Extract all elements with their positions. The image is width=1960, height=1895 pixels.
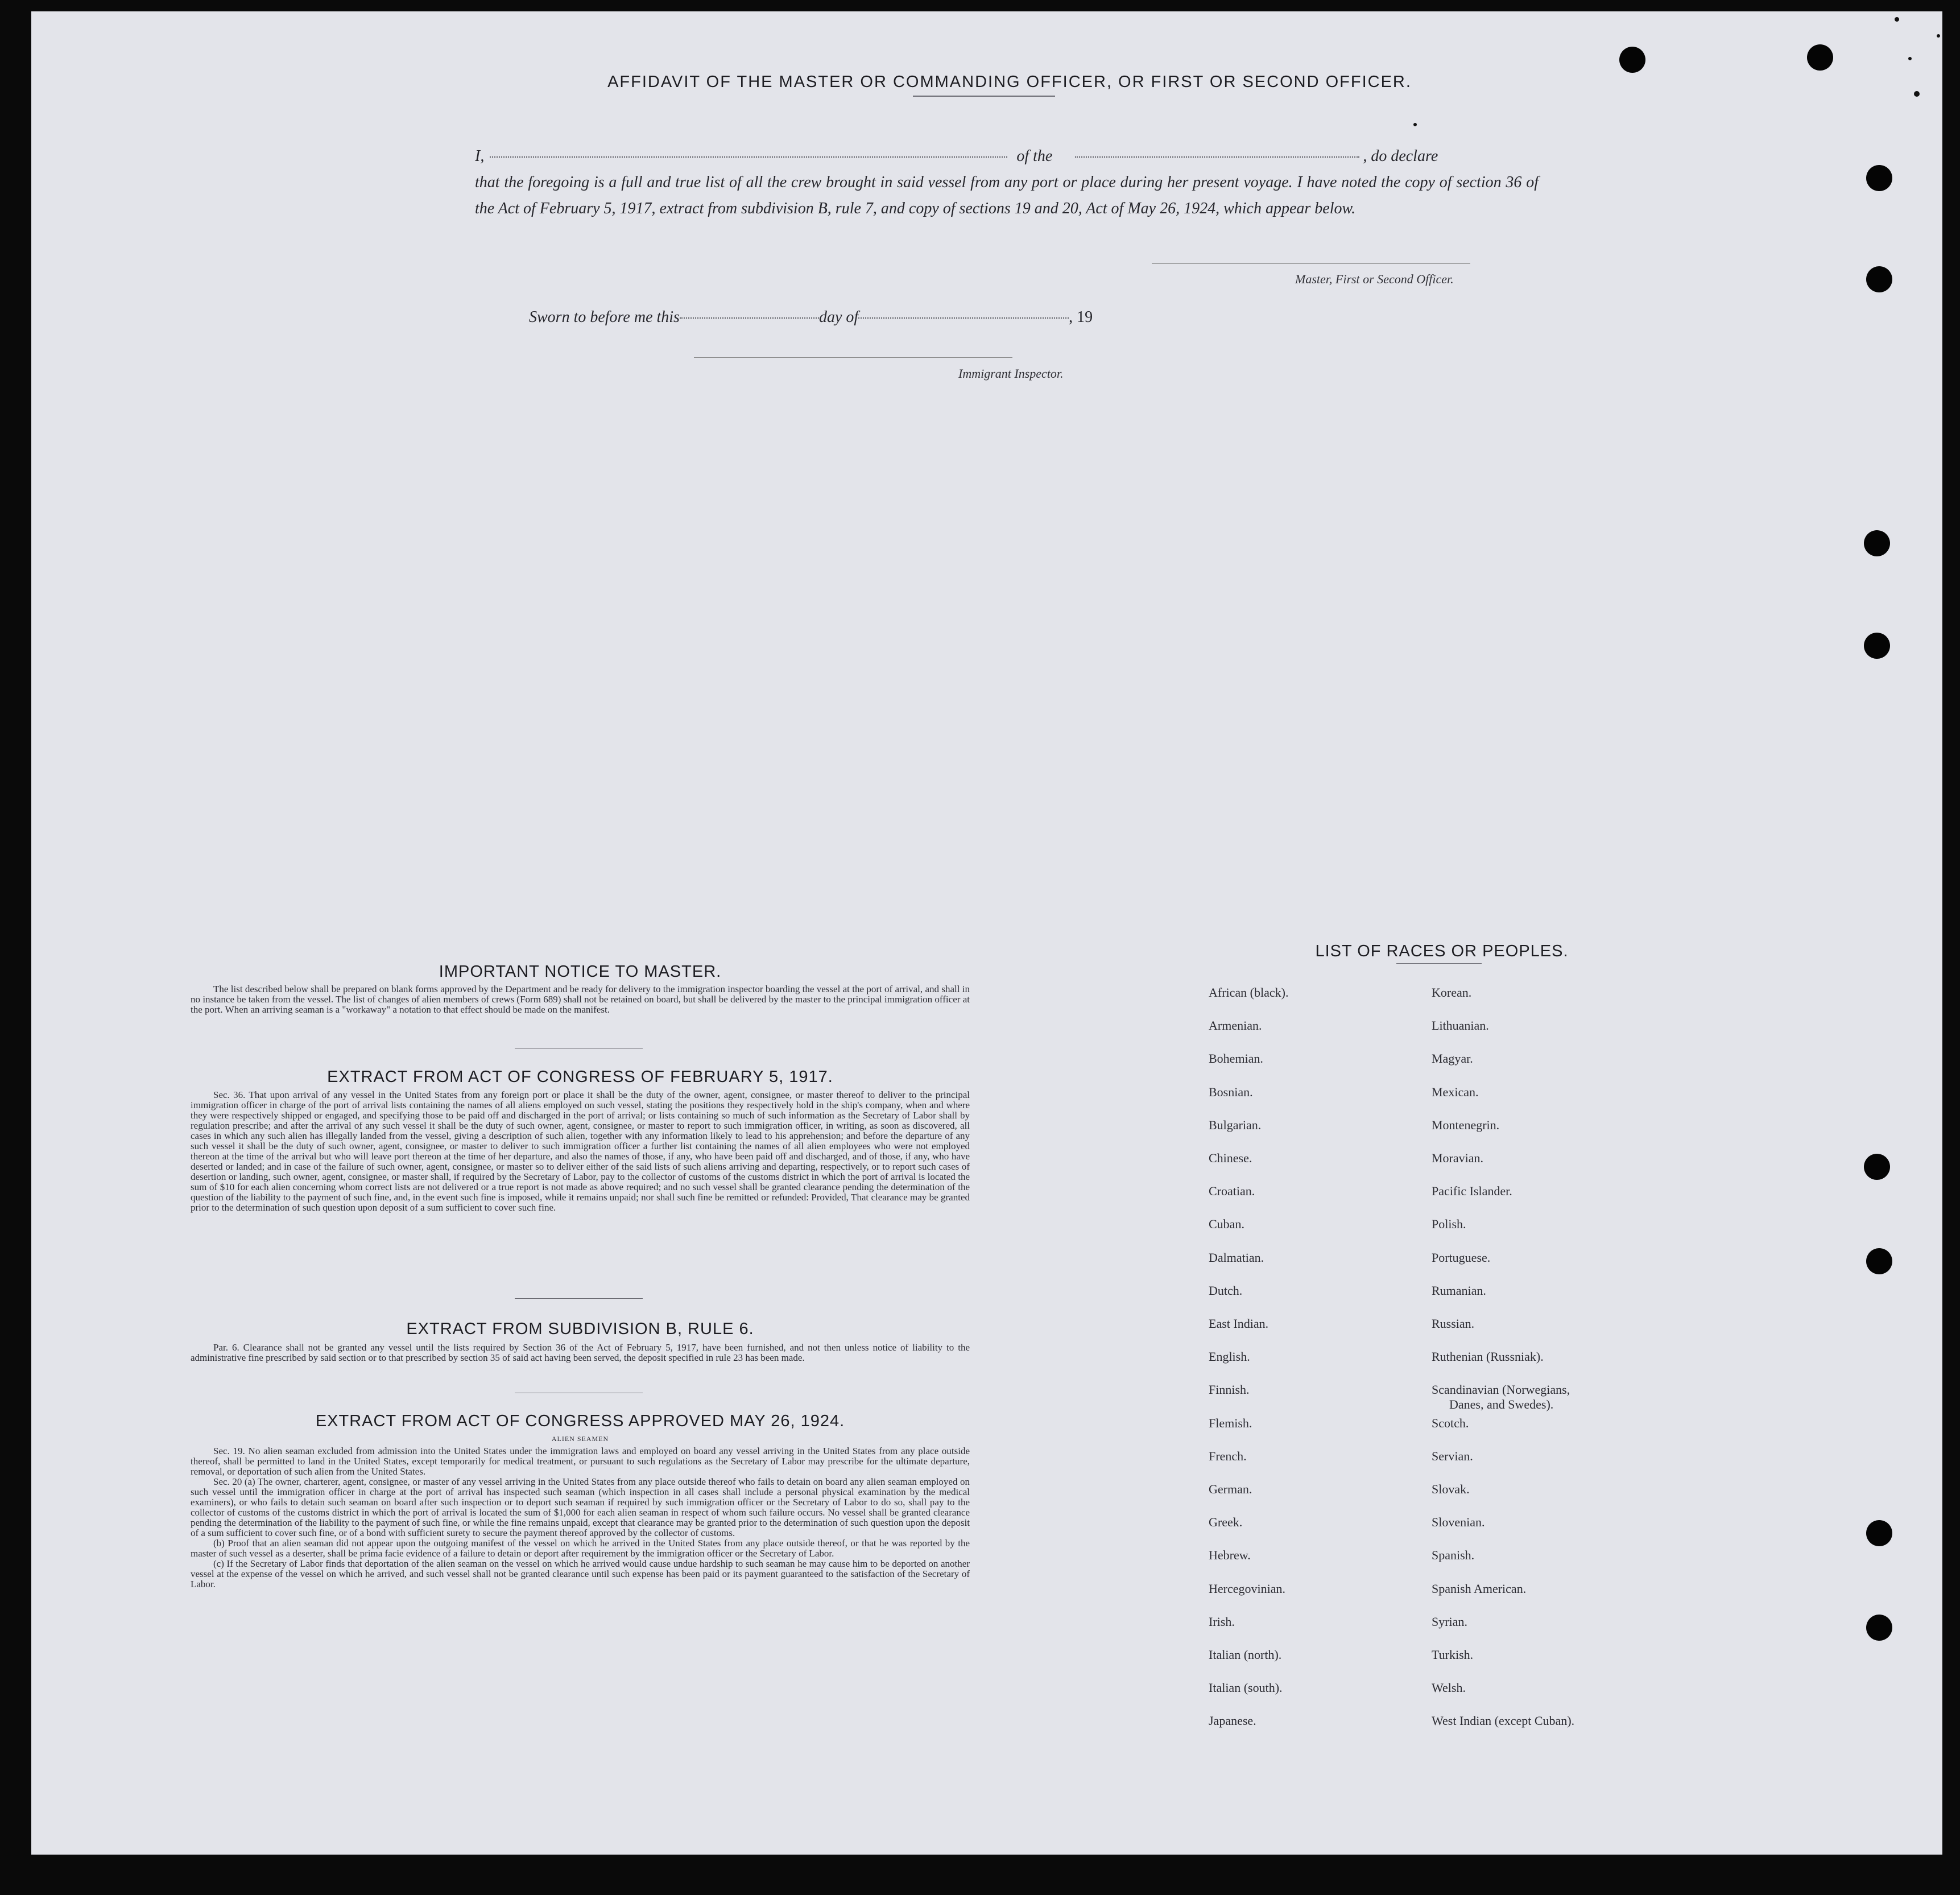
race-item: Scotch. (1432, 1415, 1469, 1430)
sworn-line (529, 308, 1093, 327)
sworn-month-field[interactable] (858, 317, 1069, 319)
punch-hole (1866, 266, 1892, 292)
race-item: Slovak. (1432, 1482, 1470, 1496)
declarant-prefix: I, (475, 147, 485, 165)
sec-20a-paragraph: Sec. 20 (a) The owner, charterer, agent, consignee, or master of any vessel arriving in the United States from any place outside thereof who fails to detain on board any alien seaman employed on such vessel until the immigration officer in charge at the port of arrival has inspected such seaman (which inspection in all cases shall include a personal physical examination by the medical examiners), or who fails to detain such seaman on board after such inspection or to deport such seaman if required by such immigration officer or the Secretary of Labor to do so, shall pay to the collector of customs of the customs district in which the port of arrival is located the sum of $1,000 for each alien seaman in respect of whom such failure occurs. No vessel shall be granted clearance pending the determination of the liability to the payment of such fine, or while the fine remains unpaid, except that clearance may be granted prior to the determination of such question upon the deposit of a sum sufficient to cover such fine, or of a bond with sufficient surety to secure the payment thereof approved by the collector of customs. (191, 1476, 970, 1538)
race-item: Welsh. (1432, 1681, 1466, 1695)
race-item: Cuban. (1209, 1217, 1244, 1232)
sec-20c-paragraph: (c) If the Secretary of Labor finds that deportation of the alien seaman on the vessel on which he arrived would cause undue hardship to such seaman he may cause him to be deported on another vessel at the expense of the vessel on which he arrived, and such vessel shall not be granted clearance until such expense has been paid or its payment guaranteed to the satisfaction of the Secretary of Labor. (191, 1558, 970, 1590)
alien-seamen-subtitle: ALIEN SEAMEN (551, 1435, 609, 1443)
race-item: Finnish. (1209, 1382, 1250, 1397)
inspector-signature-label: Immigrant Inspector. (958, 366, 1064, 381)
inspector-signature-line[interactable] (694, 357, 1012, 358)
extract-1917-text (191, 1090, 970, 1213)
notice-text (191, 984, 970, 1015)
race-item: Chinese. (1209, 1151, 1252, 1165)
affidavit-body (475, 143, 1539, 222)
race-item: Hercegovinian. (1209, 1581, 1285, 1596)
sworn-prefix: Sworn to before me this (529, 308, 680, 326)
extract-1917-title: EXTRACT FROM ACT OF CONGRESS OF FEBRUARY 5, 1917. (327, 1068, 833, 1086)
master-signature-label: Master, First or Second Officer. (1295, 272, 1454, 286)
race-item: Croatian. (1209, 1184, 1255, 1199)
race-item: Korean. (1432, 985, 1472, 1000)
sworn-year: , 19 (1069, 308, 1093, 326)
race-item: Scandinavian (Norwegians, (1432, 1382, 1570, 1397)
ink-speck (1413, 123, 1417, 126)
punch-hole (1866, 165, 1892, 191)
race-item: Rumanian. (1432, 1283, 1486, 1298)
vessel-prefix: of the (1016, 147, 1053, 165)
title-rule (913, 96, 1055, 97)
punch-hole (1864, 633, 1890, 659)
race-item: Hebrew. (1209, 1548, 1251, 1563)
race-item: Mexican. (1432, 1084, 1479, 1099)
race-item: Ruthenian (Russniak). (1432, 1349, 1544, 1364)
race-item: Moravian. (1432, 1151, 1484, 1165)
race-item: Italian (south). (1209, 1681, 1283, 1695)
race-item: Greek. (1209, 1515, 1243, 1530)
race-item: Polish. (1432, 1217, 1466, 1232)
race-item: Bulgarian. (1209, 1117, 1262, 1132)
race-item: Montenegrin. (1432, 1117, 1500, 1132)
punch-hole (1864, 1154, 1890, 1180)
race-item: Bohemian. (1209, 1051, 1263, 1066)
notice-paragraph: The list described below shall be prepared on blank forms approved by the Department and be ready for delivery to the immigration inspector boarding the vessel at the port of arrival, and shall in no instance be taken from the vessel. The list of changes of alien members of crews (Form 689) shall not be retained on board, but shall be delivered by the master to the principal immigration officer at the port. When an arriving seaman is a "workaway" a notation to that effect should be made on the manifest. (191, 984, 970, 1015)
extract-1924-text (191, 1432, 970, 1590)
declaration-line (475, 143, 1539, 170)
race-item: Portuguese. (1432, 1250, 1491, 1265)
sworn-day-field[interactable] (680, 317, 819, 319)
ink-speck (1937, 34, 1940, 38)
punch-hole (1807, 44, 1833, 71)
race-item: Turkish. (1432, 1648, 1474, 1662)
race-item: Japanese. (1209, 1714, 1256, 1728)
extract-rule6-text (191, 1343, 970, 1363)
rule-6-paragraph: Par. 6. Clearance shall not be granted any vessel until the lists required by Section 36 of the Act of February 5, 1917, have been furnished, and not then unless notice of liability to the administrative fine prescribed by said section or to that prescribed by section 35 of said act having been served, the deposit specified in rule 23 has been made. (191, 1342, 970, 1363)
race-item: Spanish American. (1432, 1581, 1527, 1596)
master-signature-line[interactable] (1152, 263, 1470, 264)
race-item: Pacific Islander. (1432, 1184, 1512, 1199)
sec-19-paragraph: Sec. 19. No alien seaman excluded from admission into the United States under the immigration laws and employed on board any vessel arriving in the United States from any place outside thereof, shall be permitted to land in the United States, except temporarily for medical treatment, or pursuant to such regulations as the Secretary of Labor may prescribe for the ultimate departure, removal, or deportation of such alien from the United States. (191, 1446, 970, 1477)
ink-speck (1895, 17, 1899, 22)
extract-rule6-title: EXTRACT FROM SUBDIVISION B, RULE 6. (406, 1320, 754, 1338)
ink-speck (1908, 57, 1912, 60)
race-item: Bosnian. (1209, 1084, 1253, 1099)
ink-speck (1914, 91, 1920, 97)
section-divider (515, 1298, 643, 1299)
punch-hole (1866, 1615, 1892, 1641)
race-item: Syrian. (1432, 1614, 1467, 1629)
race-item: Magyar. (1432, 1051, 1473, 1066)
race-item: Russian. (1432, 1316, 1475, 1331)
race-item: Slovenian. (1432, 1515, 1485, 1530)
notice-title: IMPORTANT NOTICE TO MASTER. (439, 963, 722, 981)
race-item: German. (1209, 1482, 1252, 1496)
races-title: LIST OF RACES OR PEOPLES. (1315, 942, 1569, 960)
race-item: East Indian. (1209, 1316, 1269, 1331)
race-item: Servian. (1432, 1448, 1473, 1463)
punch-hole (1619, 47, 1645, 73)
race-item: West Indian (except Cuban). (1432, 1714, 1575, 1728)
sec-20b-paragraph: (b) Proof that an alien seaman did not appear upon the outgoing manifest of the vessel on which he arrived in the United States from any place outside thereof, or that he was reported by the master of such vessel as a deserter, shall be prima facie evidence of a failure to detain or deport after requirement by the immigration officer or the Secretary of Labor. (191, 1538, 970, 1559)
punch-hole (1866, 1520, 1892, 1546)
punch-hole (1866, 1248, 1892, 1274)
race-item: Irish. (1209, 1614, 1235, 1629)
races-title-rule (1396, 963, 1482, 964)
declaration-text: that the foregoing is a full and true list of all the crew brought in said vessel from any port or place during her present voyage. I have noted the copy of section 36 of the Act of February 5, 1917, extract from subdivision B, rule 7, and copy of sections 19 and 20, Act of May 26, 1924, which appear below. (475, 174, 1539, 217)
sworn-day-of: day of (818, 308, 859, 326)
punch-hole (1864, 530, 1890, 556)
race-item: Spanish. (1432, 1548, 1475, 1563)
race-item: French. (1209, 1448, 1247, 1463)
race-item: Dutch. (1209, 1283, 1243, 1298)
extract-1924-title: EXTRACT FROM ACT OF CONGRESS APPROVED MAY 26, 1924. (315, 1412, 845, 1430)
race-item: English. (1209, 1349, 1250, 1364)
declare-suffix: , do declare (1363, 147, 1438, 165)
race-item-continuation: Danes, and Swedes). (1449, 1397, 1554, 1412)
race-item: Dalmatian. (1209, 1250, 1264, 1265)
race-item: African (black). (1209, 985, 1289, 1000)
document-sheet (31, 11, 1942, 1855)
race-item: Flemish. (1209, 1415, 1252, 1430)
section-36-paragraph: Sec. 36. That upon arrival of any vessel in the United States from any foreign port or place it shall be the duty of the owner, agent, consignee, or master thereof to deliver to the principal immigration officer in charge of the port of arrival lists containing the names of all aliens employed on such vessel, stating the positions they respectively hold in the ship's company, when and where they were respectively shipped or engaged, and specifying those to be paid off and discharged in the port of arrival; or lists containing so much of such information as the Secretary of Labor shall by regulation prescribe; and after the arrival of any such vessel it shall be the duty of such owner, agent, consignee, or master to report to such immigration officer, in writing, as soon as discovered, all cases in which any such alien has illegally landed from the vessel, giving a description of such alien, together with any information likely to lead to his apprehension; and before the departure of any such vessel it shall be the duty of such owner, agent, consignee, or master to deliver to such immigration officer a further list containing the names of all alien employees who were not employed thereon at the time of the arrival but who will leave port thereon at the time of her departure, and also the names of those, if any, who have been paid off and discharged, and of those, if any, who have deserted or landed; and in case of the failure of such owner, agent, consignee, or master so to deliver either of the said lists of such aliens arriving and departing, respectively, or to report such cases of desertion or landing, such owner, agent, consignee, or master shall, if required by the Secretary of Labor, pay to the collector of customs of the customs district in which the port of arrival is located the sum of $10 for each alien concerning whom correct lists are not delivered or a true report is not made as above required; and no such vessel shall be granted clearance pending the determination of the question of the liability to the payment of such fine, and, in the event such fine is imposed, while it remains unpaid; nor shall such fine be remitted or refunded: Provided, That clearance may be granted prior to the determination of such question upon deposit of a sum sufficient to cover such fine. (191, 1089, 970, 1213)
declarant-name-field[interactable] (490, 156, 1007, 158)
affidavit-title: AFFIDAVIT OF THE MASTER OR COMMANDING OFFICER, OR FIRST OR SECOND OFFICER. (607, 73, 1412, 91)
race-item: Italian (north). (1209, 1648, 1282, 1662)
race-item: Armenian. (1209, 1018, 1262, 1033)
vessel-name-field[interactable] (1075, 156, 1359, 158)
race-item: Lithuanian. (1432, 1018, 1489, 1033)
